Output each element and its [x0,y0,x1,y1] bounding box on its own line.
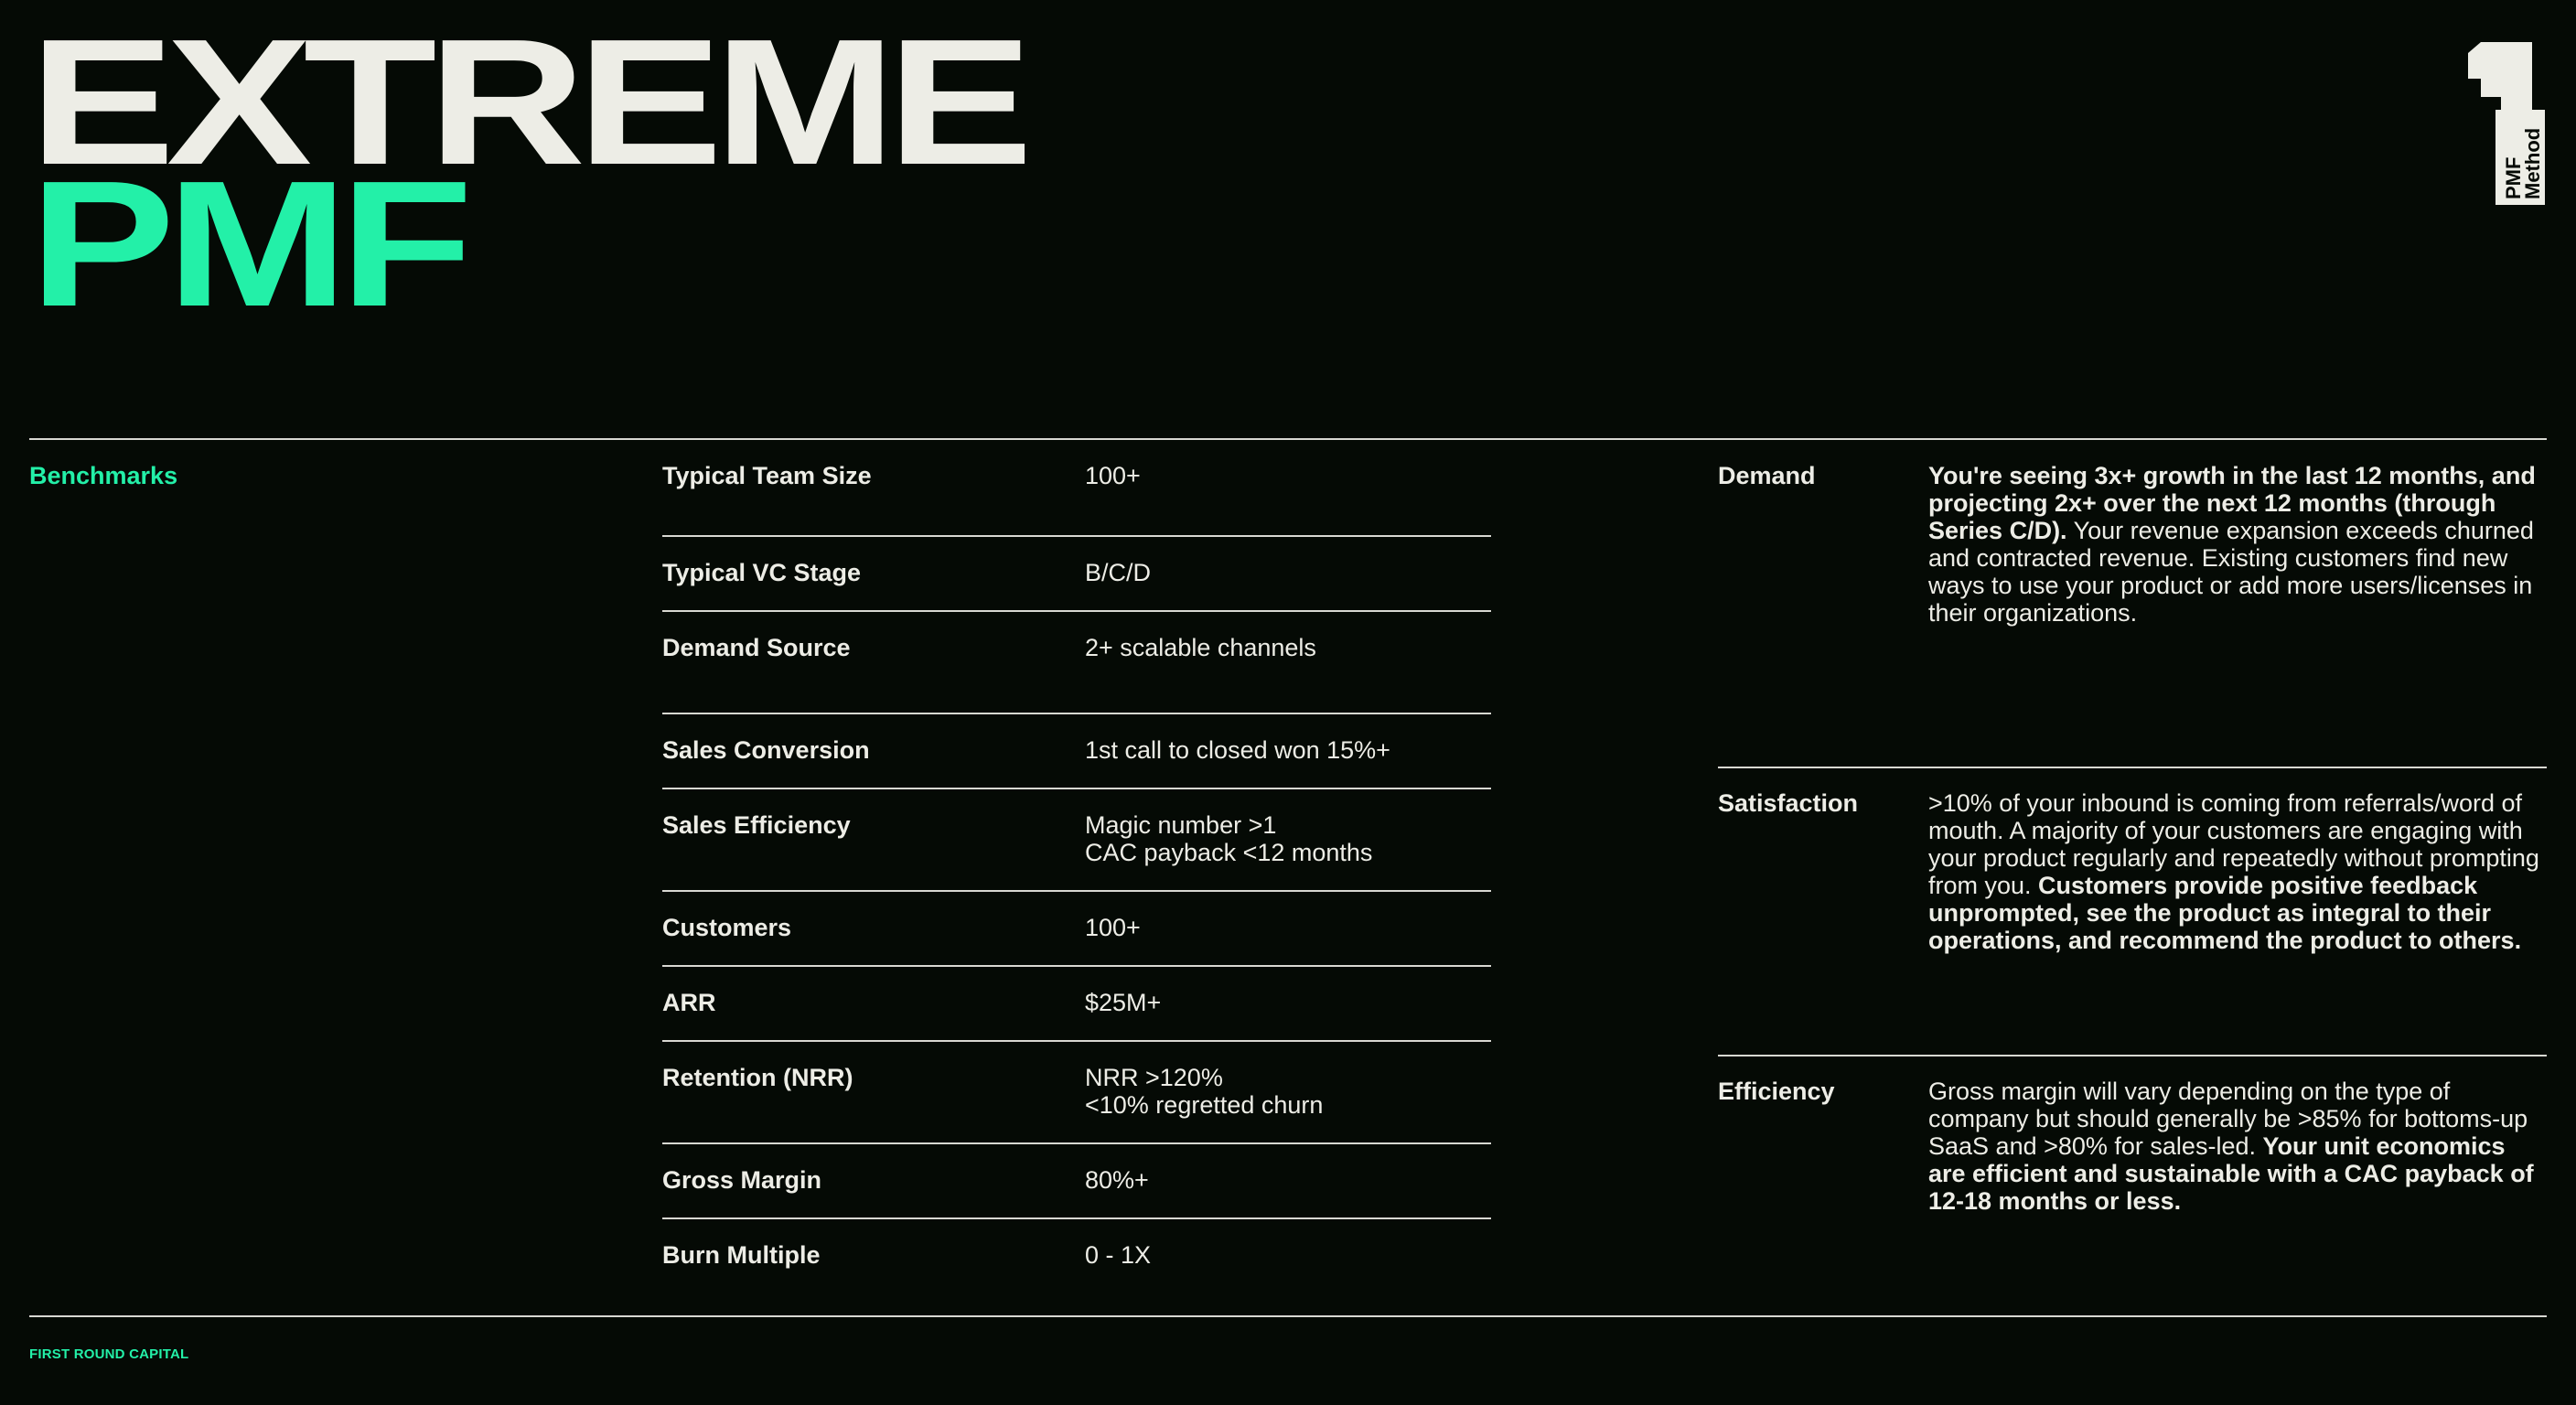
title-line-pmf: PMF [29,144,465,344]
benchmark-key: Demand Source [662,634,851,661]
criterion-key: Demand [1718,462,1816,489]
benchmark-key: Sales Conversion [662,736,870,764]
benchmark-value: 0 - 1X [1085,1241,1152,1269]
benchmark-key: Customers [662,914,792,941]
criterion-bold-lead: You're seeing 3x+ growth in the last 12 months, and projecting 2x+ over the next 12 months (through Series C/D). [1928,462,2536,544]
benchmark-value: NRR >120% <10% regretted churn [1085,1064,1324,1119]
benchmark-key: Typical Team Size [662,462,872,489]
bottom-divider [29,1315,2547,1317]
badge-text-method: Method [2521,127,2544,199]
benchmark-row-vc-stage [662,537,1491,612]
criterion-demand [1718,462,2547,736]
criterion-body: >10% of your inbound is coming from referrals/word of mouth. A majority of your customers are engaging with your product regularly and repeatedly without prompting from you. [1928,789,2539,899]
benchmark-value: 100+ [1085,462,1141,489]
criterion-key: Satisfaction [1718,789,1859,817]
criterion-description [1928,462,2543,627]
benchmark-row-sales-efficiency [662,789,1491,892]
benchmark-key: Typical VC Stage [662,559,862,586]
criterion-body: Gross margin will vary depending on the type of company but should generally be >85% for bottoms-up SaaS and >80% for sales-led. [1928,1078,2528,1160]
criterion-efficiency [1718,1078,2547,1260]
benchmark-key: Retention (NRR) [662,1064,853,1091]
benchmark-row-team-size [662,462,1491,537]
footer-brand: FIRST ROUND CAPITAL [29,1346,189,1362]
criterion-description [1928,789,2543,954]
benchmark-row-gross-margin [662,1144,1491,1219]
criterion-bold-tail: Your unit economics are efficient and sustainable with a CAC payback of 12-18 months or less. [1928,1132,2534,1215]
criterion-divider [1718,1055,2547,1056]
benchmark-value: B/C/D [1085,559,1152,586]
benchmark-row-retention [662,1042,1491,1144]
criterion-key: Efficiency [1718,1078,1835,1105]
benchmark-row-sales-conversion [662,714,1491,789]
top-divider [29,438,2547,440]
criterion-divider [1718,767,2547,768]
benchmark-key: Gross Margin [662,1166,822,1194]
section-label-benchmarks: Benchmarks [29,462,178,489]
criterion-description [1928,1078,2543,1215]
benchmarks-table [662,462,1491,1274]
benchmark-value: 100+ [1085,914,1141,941]
badge-text-pmf: PMF [2502,156,2525,199]
benchmark-value: 2+ scalable channels [1085,634,1316,661]
benchmark-value: 1st call to closed won 15%+ [1085,736,1390,764]
benchmark-row-customers [662,892,1491,967]
benchmark-value: Magic number >1 CAC payback <12 months [1085,811,1373,866]
criterion-bold-tail: Customers provide positive feedback unprompted, see the product as integral to their operations, and recommend the product to others. [1928,872,2522,954]
pmf-method-badge [2468,42,2545,205]
title-line-extreme: EXTREME [29,2,1025,202]
benchmark-value: 80%+ [1085,1166,1149,1194]
benchmark-key: Burn Multiple [662,1241,821,1269]
criterion-satisfaction [1718,789,2547,1027]
criterion-body: Your revenue expansion exceeds churned and contracted revenue. Existing customers find new ways to use your product or add more users/licenses in their organizations. [1928,517,2534,627]
page-title [29,2,1025,344]
benchmark-row-demand-source [662,612,1491,714]
benchmark-value: $25M+ [1085,989,1162,1016]
benchmark-key: Sales Efficiency [662,811,851,839]
benchmark-row-burn-multiple [662,1219,1491,1274]
benchmark-key: ARR [662,989,716,1016]
benchmark-row-arr [662,967,1491,1042]
